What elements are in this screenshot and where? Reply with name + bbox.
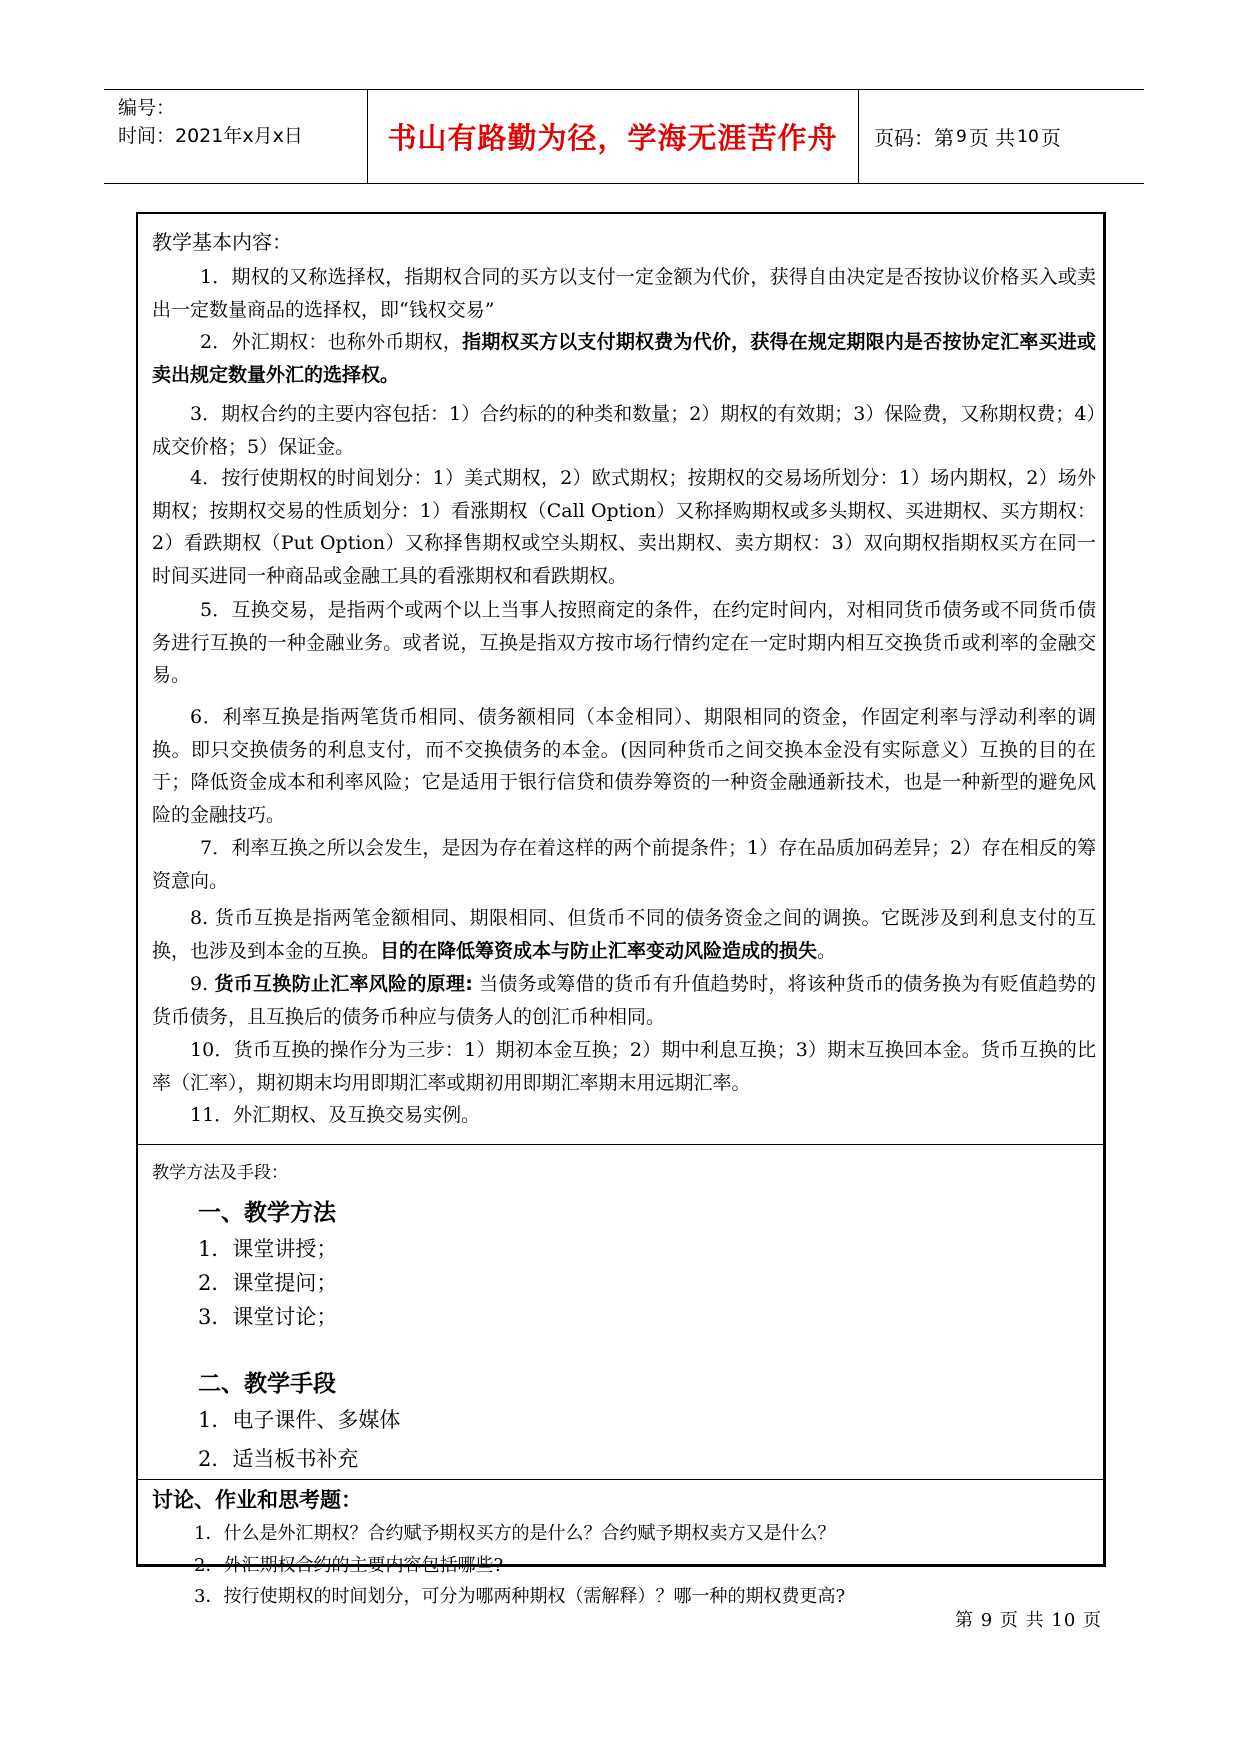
paragraph-8-normal: 8. 货币互换是指两笔金额相同、期限相同、但货币不同的债务资金之间的调换。它既涉及到利息支付的互换，也涉及到本金的互换。	[152, 907, 1096, 962]
header-motto: 书山有路勤为径，学海无涯苦作舟	[387, 121, 838, 155]
questions-title: 讨论、作业和思考题：	[152, 1488, 362, 1512]
page-suffix: 页	[1040, 126, 1061, 150]
methods-heading-1: 一、教学方法	[198, 1200, 336, 1226]
method-item: 3．课堂讨论；	[198, 1305, 338, 1329]
paragraph-7: 7．利率互换之所以会发生，是因为存在着这样的两个前提条件；1）存在品质加码差异；2）存在相反的筹资意向。	[152, 837, 1096, 892]
question-item: 1．什么是外汇期权？合约赋予期权买方的是什么？合约赋予期权卖方又是什么？	[194, 1523, 836, 1544]
section-divider	[138, 1144, 1103, 1145]
number-label: 编号：	[118, 97, 176, 119]
paragraph-8	[152, 902, 1096, 968]
method-item: 1．课堂讲授；	[198, 1237, 338, 1261]
paragraph-8-end: 。	[817, 940, 837, 962]
question-item: 3．按行使期权的时间划分，可分为哪两种期权（需解释）？哪一种的期权费更高?	[194, 1586, 846, 1607]
paragraph-1: 1．期权的又称选择权，指期权合同的买方以支付一定金额为代价，获得自由决定是否按协议价格买入或卖出一定数量商品的选择权，即“钱权交易”	[152, 266, 1096, 321]
paragraph-5: 5．互换交易，是指两个或两个以上当事人按照商定的条件，在约定时间内，对相同货币债务或不同货币债务进行互换的一种金融业务。或者说，互换是指双方按市场行情约定在一定时期内相互交换货币或利率的金融交易。	[152, 599, 1096, 686]
content-label: 教学基本内容：	[152, 230, 292, 254]
section-divider	[138, 1479, 1103, 1480]
time-label: 时间：2021年x月x日	[118, 125, 303, 147]
page-total: 10	[1017, 126, 1039, 147]
page-header	[104, 89, 1144, 184]
paragraph-9-normal: 当债务或筹借的货币有升值趋势时，将该种货币的债务换为有贬值趋势的货币债务，且互换后的债务币种应与债务人的创汇币种相同。	[152, 973, 1097, 1028]
means-item: 2．适当板书补充	[198, 1447, 359, 1471]
methods-label: 教学方法及手段：	[152, 1163, 288, 1183]
method-item: 2．课堂提问；	[198, 1271, 338, 1295]
paragraph-2-normal: 2．外汇期权：也称外币期权，	[200, 331, 463, 353]
paragraph-10: 10．货币互换的操作分为三步：1）期初本金互换；2）期中利息互换；3）期末互换回本金。货币互换的比率（汇率），期初期末均用即期汇率或期初用即期汇率期末用远期汇率。	[152, 1039, 1096, 1094]
paragraph-8-bold: 目的在降低筹资成本与防止汇率变动风险造成的损失	[380, 940, 818, 962]
methods-heading-2: 二、教学手段	[198, 1371, 336, 1397]
paragraph-2-bold: 指期权买方以支付期权费为代价，获得在规定期限内是否按协定汇率买进或卖出规定数量外汇的选择权。	[152, 331, 1096, 386]
header-divider	[858, 90, 859, 183]
paragraph-9-bold: 货币互换防止汇率风险的原理:	[214, 973, 473, 995]
page-prefix: 页码：第	[874, 126, 954, 150]
paragraph-9	[152, 968, 1096, 1034]
paragraph-4: 4．按行使期权的时间划分：1）美式期权，2）欧式期权；按期权的交易场所划分：1）场内期权，2）场外期权；按期权交易的性质划分：1）看涨期权（Call Option）又称择购期权或多头期权、买进期权、买方期权：2）看跌期权（Put Option）又称择售期权或空头期权、卖出期权、卖方期权：3）双向期权指期权买方在同一时间买进同一种商品或金融工具的看涨期权和看跌期权。	[152, 467, 1096, 587]
lesson-table	[136, 212, 1106, 1607]
means-item: 1．电子课件、多媒体	[198, 1408, 401, 1432]
page-footer: 第 9 页 共 10 页	[955, 1610, 1102, 1631]
header-page-info	[874, 90, 1061, 183]
paragraph-2	[152, 326, 1096, 392]
paragraph-11: 11．外汇期权、及互换交易实例。	[190, 1104, 481, 1126]
header-meta	[118, 94, 303, 150]
question-item: 2．外汇期权合约的主要内容包括哪些?	[194, 1555, 504, 1576]
page-mid: 页 共	[968, 126, 1016, 150]
paragraph-3: 3．期权合约的主要内容包括：1）合约标的的种类和数量；2）期权的有效期；3）保险费，又称期权费；4）成交价格；5）保证金。	[152, 403, 1096, 458]
paragraph-9-num: 9.	[190, 973, 215, 995]
paragraph-6: 6．利率互换是指两笔货币相同、债务额相同（本金相同）、期限相同的资金，作固定利率与浮动利率的调换。即只交换债务的利息支付，而不交换债务的本金。(因同种货币之间交换本金没有实际意义）互换的目的在于；降低资金成本和利率风险；它是适用于银行信贷和债券筹资的一种资金融通新技术，也是一种新型的避免风险的金融技巧。	[152, 706, 1096, 826]
page-current: 9	[956, 126, 967, 147]
